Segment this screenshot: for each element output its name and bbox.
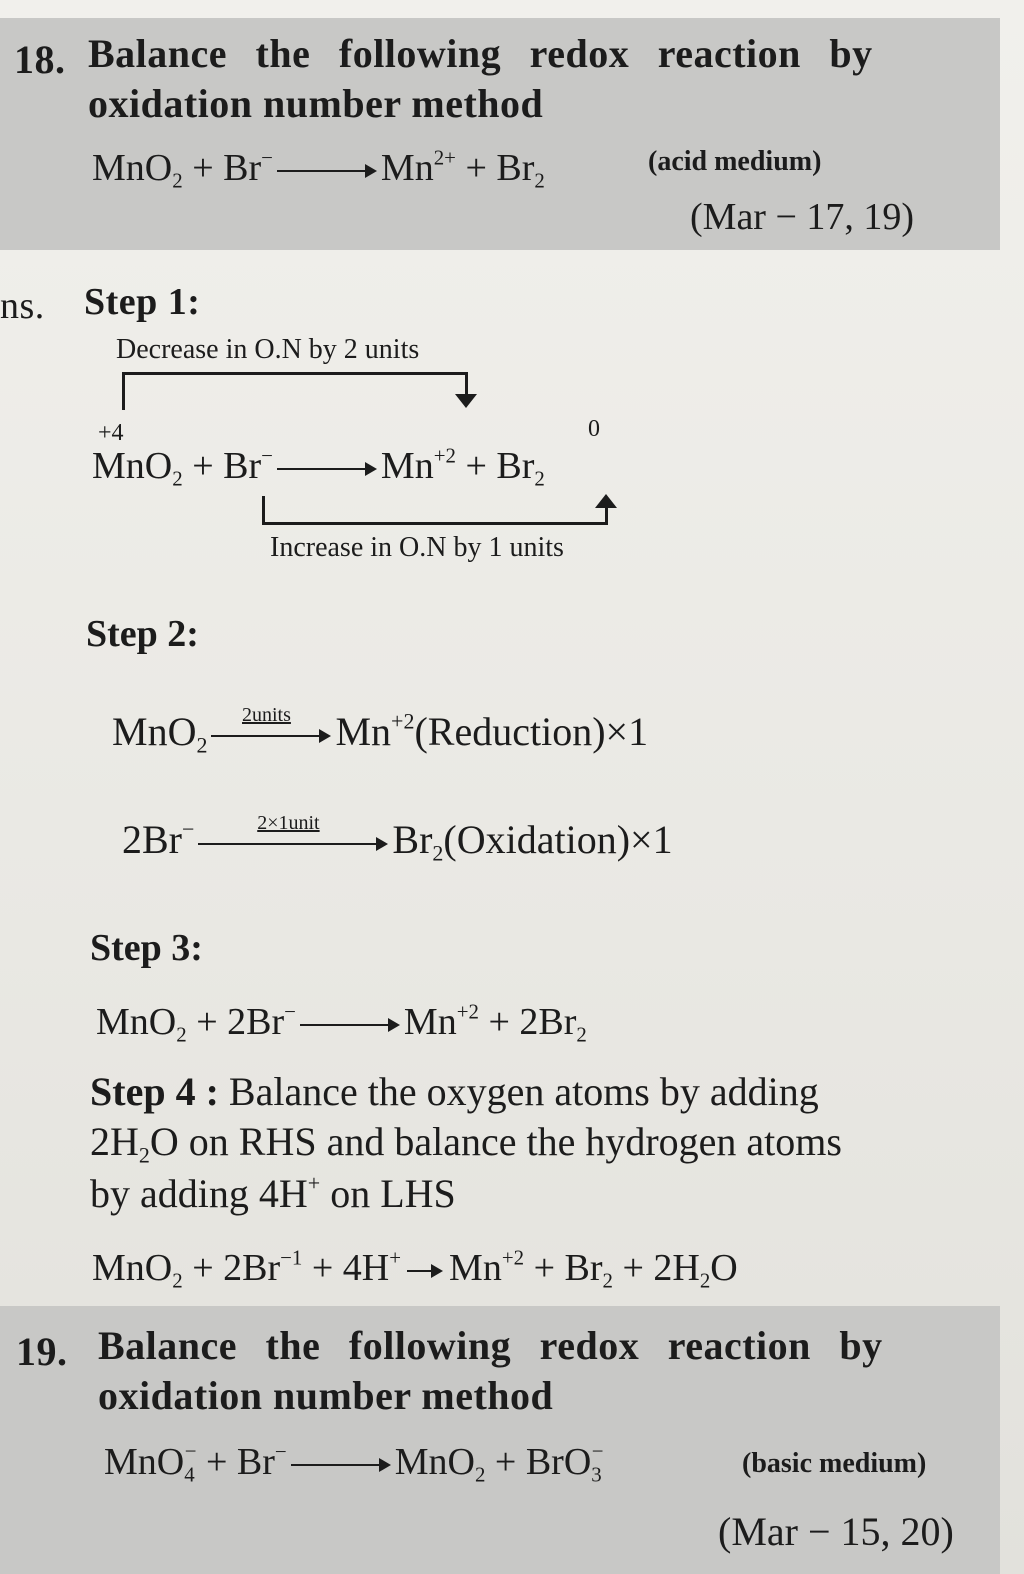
step3-equation: MnO$_2$ + 2Br− $Mn^{+2} + 2Br_2$ <box>96 999 587 1047</box>
step2-heading: Step 2: <box>86 613 199 655</box>
reduction-arrow: 2units <box>211 726 331 746</box>
decrease-label: Decrease in O.N by 2 units <box>116 334 420 365</box>
step4-line3: by adding 4H+ on LHS <box>90 1170 456 1216</box>
on-br2-label: 0 <box>588 416 600 442</box>
oxidation-arrow: 2×1unit <box>198 834 388 854</box>
q18-medium: (acid medium) <box>648 146 822 177</box>
step1-equation: MnO$_2$ + Br− $Mn^{+2} + Br_2$ <box>92 443 545 491</box>
increase-arrow-head <box>595 494 617 508</box>
answer-label: ns. <box>0 285 45 327</box>
step4-line1: Step 4 : Balance the oxygen atoms by adding <box>90 1069 819 1114</box>
oxidation-half-reaction: 2Br− 2×1unit $Br_2(Oxidation)\times 1$ <box>122 811 673 866</box>
decrease-bracket-top <box>122 372 468 375</box>
reaction-arrow <box>291 1455 391 1475</box>
q18-equation: MnO$_2$ + Br− $Mn^{2+} + Br_2$ <box>92 145 545 193</box>
increase-bracket-right <box>605 508 608 524</box>
decrease-arrow-head <box>455 394 477 408</box>
q19-number: 19. <box>16 1329 68 1374</box>
q18-number: 18. <box>14 37 66 82</box>
step4-line2: $2H_2O$ on RHS and balance the hydrogen atoms <box>90 1119 842 1168</box>
on-mn-label: +4 <box>98 420 124 446</box>
reaction-arrow <box>300 1015 400 1035</box>
q19-reference: (Mar − 15, 20) <box>718 1509 954 1554</box>
increase-bracket-bottom <box>262 522 608 525</box>
decrease-bracket-left <box>122 372 125 410</box>
q19-medium: (basic medium) <box>742 1448 927 1479</box>
q19-equation: MnO$_4$− + Br− MnO$_2$ + BrO$_3$− <box>104 1439 604 1487</box>
step4-equation: $MnO_2 + 2Br^{-1} + 4H^+$ $Mn^{+2} + Br_2 + 2H_2O$ <box>92 1245 738 1293</box>
q18-title-line2: oxidation number method <box>88 81 544 126</box>
q19-title-line1: Balance the following redox reaction by <box>98 1323 883 1368</box>
reaction-arrow <box>277 459 377 479</box>
q18-reference: (Mar − 17, 19) <box>690 196 915 238</box>
q18-title-line1: Balance the following redox reaction by <box>88 31 873 76</box>
increase-bracket-left <box>262 496 265 524</box>
step1-heading: Step 1: <box>84 281 201 323</box>
reaction-arrow <box>277 161 377 181</box>
step3-heading: Step 3: <box>90 927 203 969</box>
increase-label: Increase in O.N by 1 units <box>270 532 564 563</box>
reduction-half-reaction: MnO$_2$ 2units $Mn^{+2}(Reduction)\times 1$ <box>112 703 649 758</box>
q19-title-line2: oxidation number method <box>98 1373 554 1418</box>
reaction-arrow <box>407 1261 443 1281</box>
